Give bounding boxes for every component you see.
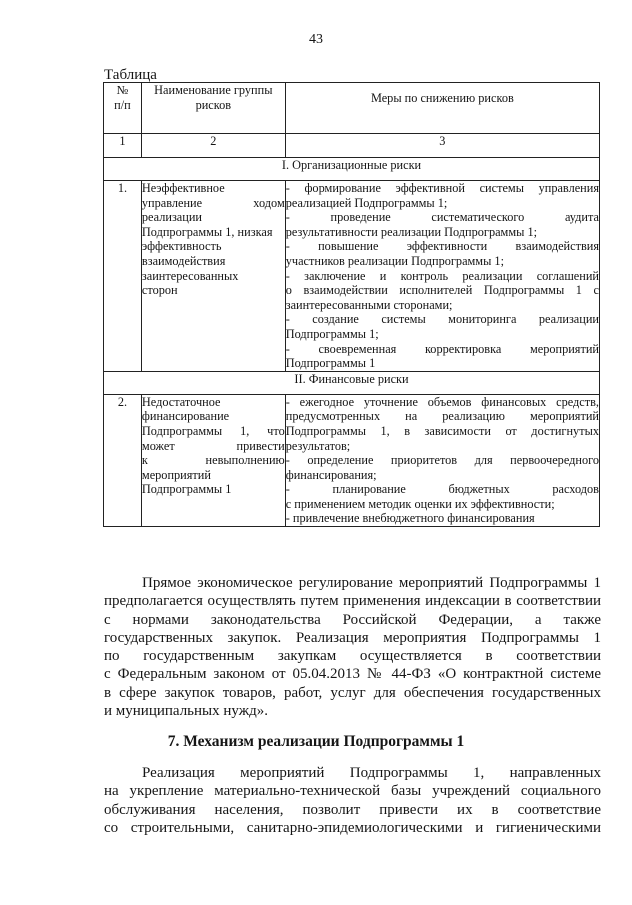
paragraph-line: с Федеральным законом от 05.04.2013 № 44-ФЗ «О контрактной системе [104, 666, 601, 683]
cell-line: к невыполнению [141, 453, 285, 468]
cell-line: мероприятий [141, 467, 211, 482]
cell-line: заинтересованных [141, 268, 239, 283]
header-measures: Меры по снижению рисков [285, 83, 599, 134]
table-caption: Таблица [104, 67, 157, 83]
column-number-row [104, 134, 600, 158]
table-row [104, 181, 600, 372]
cell-line: участников реализации Подпрограммы 1; [285, 253, 504, 268]
table-row [104, 394, 600, 526]
cell-line: Подпрограммы 1 [285, 356, 376, 371]
cell-line: Неэффективное [141, 181, 225, 195]
header-num-line: № [116, 83, 129, 97]
risk-measures-cell [285, 181, 599, 372]
cell-line: результативности реализации Подпрограммы 1; [285, 224, 538, 239]
header-num-line: п/п [114, 97, 131, 112]
paragraph-line: государственных закупок. Реализация мероприятия Подпрограммы 1 [104, 629, 601, 646]
cell-line: реализации [141, 210, 203, 225]
cell-line: эффективность [141, 239, 222, 254]
section-heading: 7. Механизм реализации Подпрограммы 1 [167, 733, 465, 750]
cell-line: - определение приоритетов для первоочередного [285, 453, 599, 468]
cell-line: - своевременная корректировка мероприятий [285, 341, 599, 356]
cell-line: результатов; [285, 438, 351, 453]
row-number: 2. [104, 394, 142, 526]
cell-line: финансирования; [285, 467, 377, 482]
cell-line: - повышение эффективности взаимодействия [285, 239, 599, 254]
paragraph-line: Прямое экономическое регулирование мероприятий Подпрограммы 1 [142, 575, 601, 591]
page-number: 43 [309, 32, 323, 47]
paragraph-line: на укрепление материально-технической базы учреждений социального [104, 783, 601, 800]
cell-line: - планирование бюджетных расходов [285, 482, 599, 497]
cell-line: - формирование эффективной системы управления [285, 181, 599, 195]
cell-line: - привлечение внебюджетного финансирования [285, 511, 535, 526]
cell-line: - проведение систематического аудита [285, 210, 599, 225]
cell-line: Подпрограммы 1, в зависимости от достигнутых [285, 423, 599, 438]
section-row-organizational [104, 158, 600, 181]
cell-line: Подпрограммы 1, что [141, 423, 285, 438]
paragraph-line: Реализация мероприятий Подпрограммы 1, направленных [142, 765, 601, 781]
paragraph-mechanism [104, 764, 601, 837]
paragraph-line: предполагается осуществлять путем применения индексации в соответствии [104, 593, 601, 610]
paragraph-line: в сфере закупок товаров, работ, услуг для обеспечения государственных [104, 684, 601, 701]
cell-line: - ежегодное уточнение объемов финансовых средств, [285, 394, 599, 409]
risk-measures-cell [285, 394, 599, 526]
cell-line: взаимодействия [141, 253, 226, 268]
risk-group-cell [141, 181, 285, 372]
section-title: II. Финансовые риски [104, 371, 600, 394]
paragraph-line: обслуживания населения, позволит привести их в соответствие [104, 801, 601, 818]
paragraph-line: со строительными, санитарно-эпидемиологическими и гигиеническими [104, 819, 601, 836]
header-num [104, 83, 142, 134]
paragraph-line: и муниципальных нужд». [104, 703, 268, 720]
risk-table [103, 82, 600, 527]
cell-line: Подпрограммы 1, низкая [141, 224, 273, 239]
paragraph-regulation [104, 574, 601, 720]
column-number: 2 [141, 134, 285, 158]
cell-line: Подпрограммы 1; [285, 326, 379, 341]
cell-line: управление ходом [141, 195, 285, 210]
paragraph-line: по государственным закупкам осуществляется в соответствии [104, 648, 601, 665]
cell-line: сторон [141, 283, 178, 298]
cell-line: финансирование [141, 409, 230, 424]
table-header-row [104, 83, 600, 134]
section-row-financial [104, 371, 600, 394]
cell-line: заинтересованными сторонами; [285, 297, 453, 312]
cell-line: может привести [141, 438, 285, 453]
cell-line: о взаимодействии исполнителей Подпрограммы 1 с [285, 283, 599, 298]
cell-line: - создание системы мониторинга реализации [285, 312, 599, 327]
paragraph-line: с нормами законодательства Российской Федерации, а также [104, 611, 601, 628]
header-group-line: Наименование группы [154, 83, 273, 97]
cell-line: - заключение и контроль реализации соглашений [285, 268, 599, 283]
column-number: 3 [285, 134, 599, 158]
cell-line: Недостаточное [141, 394, 221, 409]
column-number: 1 [104, 134, 142, 158]
header-group-line: рисков [195, 97, 232, 112]
risk-group-cell [141, 394, 285, 526]
header-group [141, 83, 285, 134]
row-number: 1. [104, 181, 142, 372]
cell-line: с применением методик оценки их эффективности; [285, 496, 555, 511]
cell-line: реализацией Подпрограммы 1; [285, 195, 448, 210]
cell-line: Подпрограммы 1 [141, 482, 232, 497]
section-title: I. Организационные риски [104, 158, 600, 181]
cell-line: предусмотренных на реализацию мероприятий [285, 409, 599, 424]
